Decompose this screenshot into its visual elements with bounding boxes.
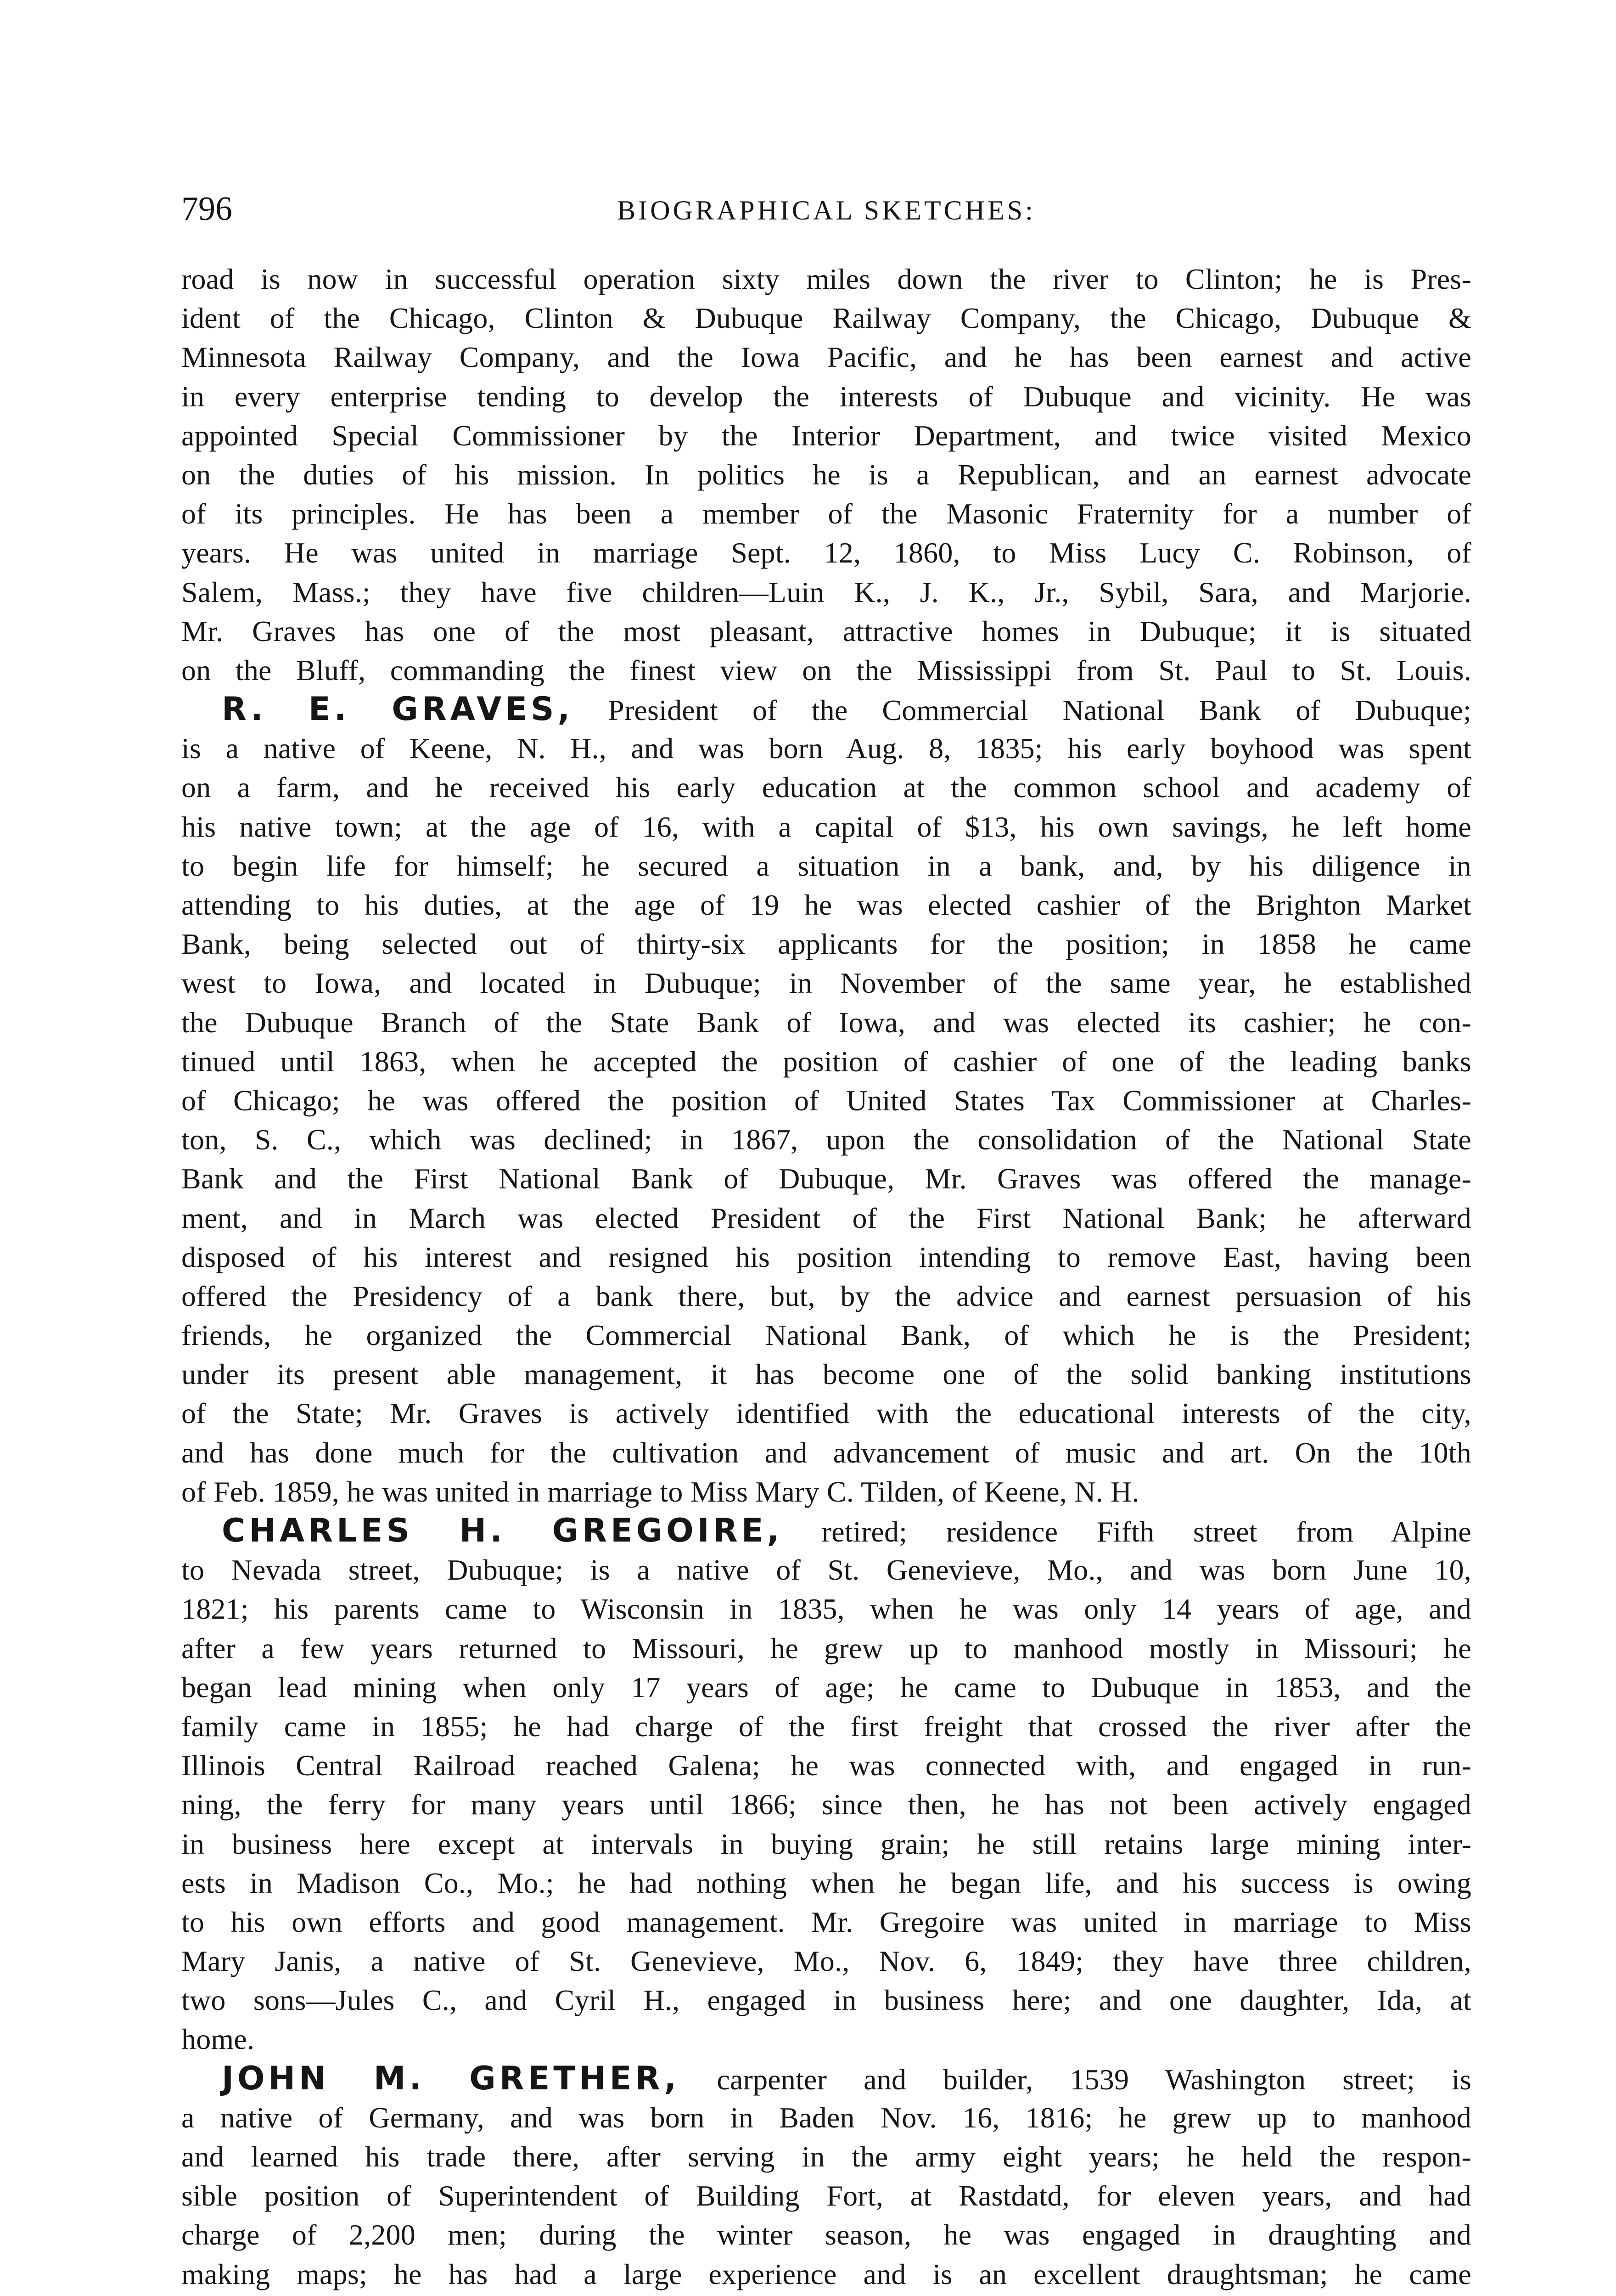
text-line	[181, 377, 1471, 416]
text-line	[181, 1277, 1471, 1316]
text-line	[181, 1003, 1471, 1042]
text-line	[181, 1785, 1471, 1824]
line-text: Salem, Mass.; they have five children—Luin K., J. K., Jr., Sybil, Sara, and Marjorie.	[181, 575, 1471, 608]
line-text: Illinois Central Railroad reached Galena; he was connected with, and engaged in run-	[181, 1749, 1471, 1782]
line-text: two sons—Jules C., and Cyril H., engaged in business here; and one daughter, Ida, at	[181, 1984, 1471, 2017]
line-text: ton, S. C., which was declined; in 1867, upon the consolidation of the National State	[181, 1123, 1471, 1156]
line-text: began lead mining when only 17 years of age; he came to Dubuque in 1853, and the	[181, 1671, 1471, 1704]
text-line	[181, 1120, 1471, 1159]
line-text: the Dubuque Branch of the State Bank of Iowa, and was elected its cashier; he con-	[181, 1006, 1471, 1039]
text-line	[181, 2020, 1471, 2059]
text-line	[181, 533, 1471, 572]
entry-heading-line	[181, 1511, 1471, 1550]
line-text: his native town; at the age of 16, with a capital of $13, his own savings, he left home	[181, 810, 1471, 843]
line-text: and has done much for the cultivation and advancement of music and art. On the 10th	[181, 1436, 1471, 1469]
entry-name: R. E. GRAVES,	[222, 690, 574, 728]
line-text: road is now in successful operation sixty miles down the river to Clinton; he is Pres-	[181, 263, 1471, 295]
line-text: attending to his duties, at the age of 19 he was elected cashier of the Brighton Market	[181, 889, 1471, 921]
text-line	[181, 494, 1471, 533]
text-line	[181, 1668, 1471, 1707]
line-text: of Feb. 1859, he was united in marriage to Miss Mary C. Tilden, of Keene, N. H.	[181, 1475, 1139, 1508]
text-line	[181, 846, 1471, 885]
text-line	[181, 1550, 1471, 1589]
line-text: Bank and the First National Bank of Dubuque, Mr. Graves was offered the manage-	[181, 1162, 1471, 1195]
text-line	[181, 1472, 1471, 1511]
line-text: on the Bluff, commanding the finest view on the Mississippi from St. Paul to St. Louis.	[181, 653, 1471, 687]
line-text: under its present able management, it has become one of the solid banking institutions	[181, 1358, 1471, 1391]
entry-name: JOHN M. GRETHER,	[222, 2059, 680, 2097]
line-text: years. He was united in marriage Sept. 12, 1860, to Miss Lucy C. Robinson, of	[181, 536, 1471, 569]
line-text: in business here except at intervals in buying grain; he still retains large mining inter-	[181, 1827, 1471, 1860]
text-line	[181, 1941, 1471, 1981]
line-text: 1821; his parents came to Wisconsin in 1835, when he was only 14 years of age, and	[181, 1593, 1471, 1626]
line-text: friends, he organized the Commercial National Bank, of which he is the President;	[181, 1319, 1471, 1352]
line-text: to begin life for himself; he secured a situation in a bank, and, by his diligence in	[181, 849, 1471, 882]
text-line	[181, 2098, 1471, 2137]
line-text: ning, the ferry for many years until 1866; since then, he has not been actively engaged	[181, 1788, 1471, 1821]
text-line	[181, 1902, 1471, 1941]
text-line	[181, 1081, 1471, 1120]
text-line	[181, 298, 1471, 338]
text-line	[181, 1746, 1471, 1785]
text-line	[181, 1707, 1471, 1746]
text-line	[181, 807, 1471, 846]
text-line	[181, 2294, 1471, 2296]
line-text: appointed Special Commissioner by the Interior Department, and twice visited Mexico	[181, 419, 1471, 452]
line-text: President of the Commercial National Bank of Dubuque;	[573, 694, 1471, 727]
line-text: carpenter and builder, 1539 Washington street; is	[680, 2063, 1471, 2096]
text-line	[181, 259, 1471, 298]
body-text	[181, 259, 1471, 2296]
line-text: offered the Presidency of a bank there, but, by the advice and earnest persuasion of his	[181, 1279, 1471, 1312]
text-line	[181, 1394, 1471, 1433]
line-text: a native of Germany, and was born in Baden Nov. 16, 1816; he grew up to manhood	[181, 2101, 1471, 2134]
text-line	[181, 2137, 1471, 2176]
line-text: making maps; he has had a large experience and is an excellent draughtsman; he came	[181, 2257, 1471, 2290]
line-text: of Chicago; he was offered the position of United States Tax Commissioner at Charles-	[181, 1084, 1471, 1117]
line-text: to Nevada street, Dubuque; is a native of St. Genevieve, Mo., and was born June 10,	[181, 1553, 1471, 1587]
line-text: Mr. Graves has one of the most pleasant, attractive homes in Dubuque; it is situated	[181, 614, 1471, 647]
line-text: on the duties of his mission. In politics he is a Republican, and an earnest advocate	[181, 458, 1471, 491]
text-line	[181, 573, 1471, 612]
text-line	[181, 2215, 1471, 2254]
text-line	[181, 1863, 1471, 1902]
line-text: west to Iowa, and located in Dubuque; in November of the same year, he established	[181, 967, 1471, 1000]
text-line	[181, 416, 1471, 455]
line-text: on a farm, and he received his early education at the common school and academy of	[181, 771, 1471, 804]
running-head	[181, 186, 1471, 236]
text-line	[181, 1355, 1471, 1394]
text-line	[181, 885, 1471, 924]
line-text: Minnesota Railway Company, and the Iowa Pacific, and he has been earnest and active	[181, 341, 1471, 374]
line-text: home.	[181, 2023, 255, 2056]
line-text: of its principles. He has been a member of the Masonic Fraternity for a number of	[181, 497, 1471, 530]
text-line	[181, 729, 1471, 768]
text-line	[181, 1629, 1471, 1668]
text-line	[181, 651, 1471, 690]
entry-name: CHARLES H. GREGOIRE,	[222, 1512, 783, 1549]
text-line	[181, 338, 1471, 377]
line-text: to his own efforts and good management. Mr. Gregoire was united in marriage to Miss	[181, 1905, 1471, 1938]
line-text: Mary Janis, a native of St. Genevieve, Mo., Nov. 6, 1849; they have three children,	[181, 1945, 1471, 1978]
line-text: ident of the Chicago, Clinton & Dubuque Railway Company, the Chicago, Dubuque &	[181, 302, 1471, 335]
text-line	[181, 455, 1471, 494]
text-line	[181, 1042, 1471, 1081]
text-line	[181, 612, 1471, 651]
text-line	[181, 963, 1471, 1002]
text-line	[181, 2176, 1471, 2215]
line-text: in every enterprise tending to develop the interests of Dubuque and vicinity. He was	[181, 380, 1471, 413]
text-line	[181, 1433, 1471, 1472]
entry-heading-line	[181, 690, 1471, 729]
line-text: tinued until 1863, when he accepted the position of cashier of one of the leading banks	[181, 1045, 1471, 1078]
line-text: and learned his trade there, after serving in the army eight years; he held the respon-	[181, 2140, 1471, 2173]
line-text: of the State; Mr. Graves is actively identified with the educational interests of the city,	[181, 1397, 1471, 1430]
line-text: ment, and in March was elected President of the First National Bank; he afterward	[181, 1201, 1471, 1234]
line-text: after a few years returned to Missouri, he grew up to manhood mostly in Missouri; he	[181, 1632, 1471, 1665]
text-line	[181, 1824, 1471, 1863]
line-text: ests in Madison Co., Mo.; he had nothing when he began life, and his success is owing	[181, 1866, 1471, 1899]
text-line	[181, 1316, 1471, 1355]
line-text: sible position of Superintendent of Building Fort, at Rastdatd, for eleven years, and had	[181, 2179, 1471, 2212]
text-line	[181, 924, 1471, 963]
line-text: Bank, being selected out of thirty-six applicants for the position; in 1858 he came	[181, 928, 1471, 961]
text-line	[181, 1199, 1471, 1238]
page-number: 796	[181, 190, 232, 228]
running-head-title: BIOGRAPHICAL SKETCHES:	[617, 195, 1036, 225]
line-text: is a native of Keene, N. H., and was born Aug. 8, 1835; his early boyhood was spent	[181, 732, 1471, 765]
text-line	[181, 1981, 1471, 2020]
text-line	[181, 768, 1471, 807]
text-line	[181, 1238, 1471, 1277]
line-text: retired; residence Fifth street from Alpine	[783, 1515, 1471, 1548]
line-text: family came in 1855; he had charge of the first freight that crossed the river after the	[181, 1710, 1471, 1743]
text-line	[181, 1159, 1471, 1198]
text-line	[181, 1589, 1471, 1628]
line-text: disposed of his interest and resigned his position intending to remove East, having been	[181, 1240, 1471, 1273]
entry-heading-line	[181, 2059, 1471, 2098]
line-text: charge of 2,200 men; during the winter season, he was engaged in draughting and	[181, 2218, 1471, 2251]
text-line	[181, 2255, 1471, 2294]
